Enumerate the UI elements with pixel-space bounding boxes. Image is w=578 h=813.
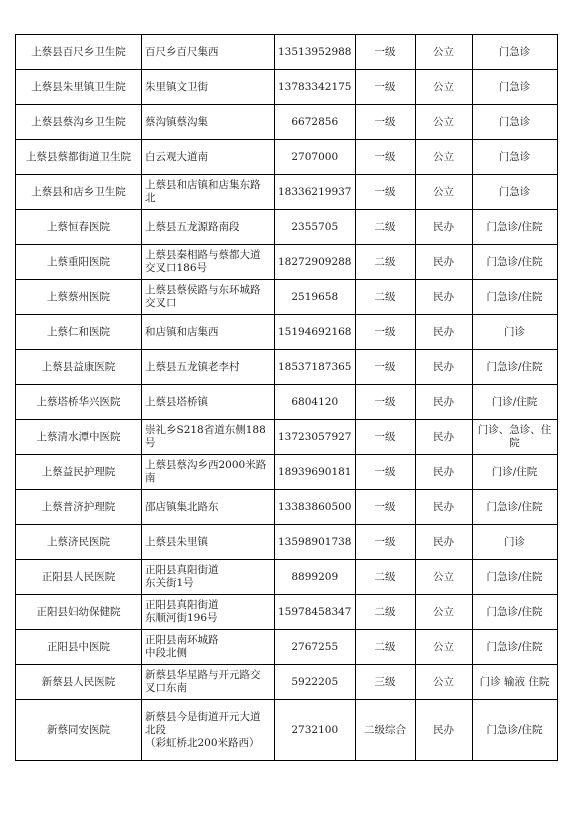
table-row <box>16 350 558 385</box>
hospital-name-cell: 上蔡济民医院 <box>16 525 142 560</box>
phone-cell: 18336219937 <box>275 175 356 210</box>
level-cell: 一级 <box>355 70 415 105</box>
ownership-cell: 公立 <box>415 35 472 70</box>
address-line: 上蔡县朱里镇 <box>145 535 208 548</box>
address-line: 百尺乡百尺集西 <box>145 45 219 58</box>
service-cell: 门急诊 <box>472 105 557 140</box>
address-cell <box>142 35 275 70</box>
phone-cell: 18537187365 <box>275 350 356 385</box>
level-cell: 三级 <box>355 665 415 700</box>
address-line: （彩虹桥北200米路西） <box>145 736 260 749</box>
address-line: 新蔡县今是街道开元大道 <box>145 710 261 723</box>
address-line: 叉口东南 <box>145 682 187 694</box>
table-row <box>16 280 558 315</box>
ownership-cell: 民办 <box>415 315 472 350</box>
address-cell <box>142 630 275 665</box>
address-cell <box>142 210 275 245</box>
level-cell: 一级 <box>355 315 415 350</box>
address-line: 新蔡县华星路与开元路交 <box>145 669 261 681</box>
address-cell <box>142 455 275 490</box>
level-cell: 一级 <box>355 420 415 455</box>
ownership-cell: 公立 <box>415 630 472 665</box>
address-cell <box>142 420 275 455</box>
address-line: 上蔡县和店镇和店集东路 <box>145 179 261 191</box>
service-cell: 门急诊/住院 <box>472 245 557 280</box>
address-line: 白云观大道南 <box>145 150 208 163</box>
address-line: 上蔡县五龙源路南段 <box>145 220 240 233</box>
address-line: 北 <box>145 192 156 204</box>
phone-cell: 18939690181 <box>275 455 356 490</box>
service-cell: 门急诊/住院 <box>472 210 557 245</box>
hospital-name-cell: 正阳县中医院 <box>16 630 142 665</box>
address-line: 上蔡县秦相路与蔡都大道 <box>145 249 261 261</box>
level-cell: 二级 <box>355 560 415 595</box>
ownership-cell: 民办 <box>415 490 472 525</box>
ownership-cell: 民办 <box>415 350 472 385</box>
address-line: 邵店镇集北路东 <box>145 500 219 513</box>
address-line: 交叉口 <box>145 297 177 309</box>
address-cell <box>142 280 275 315</box>
hospital-name-cell: 正阳县妇幼保健院 <box>16 595 142 630</box>
hospital-name-cell: 上蔡县益康医院 <box>16 350 142 385</box>
address-line: 上蔡县五龙镇老李村 <box>145 360 240 373</box>
address-cell <box>142 140 275 175</box>
hospital-name-cell: 上蔡清水潭中医院 <box>16 420 142 455</box>
service-cell: 门诊 <box>472 315 557 350</box>
service-cell: 门急诊/住院 <box>472 350 557 385</box>
address-line: 正阳县真阳街道 <box>145 564 219 576</box>
hospital-name-cell: 上蔡县和店乡卫生院 <box>16 175 142 210</box>
hospital-name-cell: 上蔡益民护理院 <box>16 455 142 490</box>
service-cell: 门急诊/住院 <box>472 280 557 315</box>
ownership-cell: 公立 <box>415 665 472 700</box>
address-line: 蔡沟镇蔡沟集 <box>145 115 208 128</box>
hospital-name-cell: 上蔡重阳医院 <box>16 245 142 280</box>
table-row <box>16 175 558 210</box>
hospital-name-cell: 正阳县人民医院 <box>16 560 142 595</box>
phone-cell: 2767255 <box>275 630 356 665</box>
phone-cell: 13513952988 <box>275 35 356 70</box>
phone-cell: 15978458347 <box>275 595 356 630</box>
hospital-name-cell: 上蔡县蔡都街道卫生院 <box>16 140 142 175</box>
address-line: 交叉口186号 <box>145 262 208 274</box>
table-row <box>16 315 558 350</box>
address-cell <box>142 700 275 761</box>
ownership-cell: 民办 <box>415 455 472 490</box>
ownership-cell: 公立 <box>415 175 472 210</box>
table-row <box>16 665 558 700</box>
level-cell: 二级综合 <box>355 700 415 761</box>
hospital-name-cell: 上蔡蔡州医院 <box>16 280 142 315</box>
level-cell: 一级 <box>355 140 415 175</box>
level-cell: 一级 <box>355 455 415 490</box>
address-cell <box>142 560 275 595</box>
address-line: 北段 <box>145 723 166 736</box>
level-cell: 一级 <box>355 35 415 70</box>
hospital-name-cell: 上蔡仁和医院 <box>16 315 142 350</box>
service-cell: 门诊、急诊、住院 <box>472 420 557 455</box>
ownership-cell: 公立 <box>415 595 472 630</box>
phone-cell: 13723057927 <box>275 420 356 455</box>
service-cell: 门诊 <box>472 525 557 560</box>
phone-cell: 15194692168 <box>275 315 356 350</box>
hospital-name-cell: 上蔡塔桥华兴医院 <box>16 385 142 420</box>
phone-cell: 2732100 <box>275 700 356 761</box>
phone-cell: 6672856 <box>275 105 356 140</box>
phone-cell: 8899209 <box>275 560 356 595</box>
phone-cell: 2519658 <box>275 280 356 315</box>
address-cell <box>142 245 275 280</box>
table-row <box>16 560 558 595</box>
address-line: 东关街1号 <box>145 577 194 589</box>
service-cell: 门急诊/住院 <box>472 595 557 630</box>
hospital-name-cell: 上蔡恒春医院 <box>16 210 142 245</box>
phone-cell: 2707000 <box>275 140 356 175</box>
phone-cell: 13383860500 <box>275 490 356 525</box>
address-line: 正阳县南环城路 <box>145 634 219 646</box>
hospital-name-cell: 上蔡县百尺乡卫生院 <box>16 35 142 70</box>
table-row <box>16 35 558 70</box>
table-row <box>16 105 558 140</box>
level-cell: 二级 <box>355 245 415 280</box>
address-cell <box>142 315 275 350</box>
service-cell: 门急诊/住院 <box>472 630 557 665</box>
service-cell: 门急诊 <box>472 70 557 105</box>
ownership-cell: 民办 <box>415 525 472 560</box>
phone-cell: 13598901738 <box>275 525 356 560</box>
address-cell <box>142 385 275 420</box>
ownership-cell: 公立 <box>415 140 472 175</box>
ownership-cell: 民办 <box>415 420 472 455</box>
level-cell: 二级 <box>355 630 415 665</box>
ownership-cell: 民办 <box>415 700 472 761</box>
level-cell: 一级 <box>355 385 415 420</box>
service-cell: 门诊/住院 <box>472 385 557 420</box>
address-cell <box>142 350 275 385</box>
phone-cell: 2355705 <box>275 210 356 245</box>
table-row <box>16 70 558 105</box>
hospital-name-cell: 新蔡县人民医院 <box>16 665 142 700</box>
service-cell: 门急诊/住院 <box>472 700 557 761</box>
level-cell: 二级 <box>355 280 415 315</box>
address-line: 上蔡县蔡沟乡西2000米路 <box>145 459 267 471</box>
table-row <box>16 455 558 490</box>
table-row <box>16 245 558 280</box>
ownership-cell: 公立 <box>415 70 472 105</box>
ownership-cell: 民办 <box>415 210 472 245</box>
level-cell: 一级 <box>355 175 415 210</box>
ownership-cell: 民办 <box>415 245 472 280</box>
service-cell: 门急诊/住院 <box>472 560 557 595</box>
table-row <box>16 700 558 761</box>
phone-cell: 6804120 <box>275 385 356 420</box>
service-cell: 门诊 输液 住院 <box>472 665 557 700</box>
address-line: 东顺河街196号 <box>145 612 218 624</box>
level-cell: 一级 <box>355 525 415 560</box>
address-cell <box>142 175 275 210</box>
address-cell <box>142 665 275 700</box>
level-cell: 一级 <box>355 490 415 525</box>
service-cell: 门诊/住院 <box>472 455 557 490</box>
phone-cell: 18272909288 <box>275 245 356 280</box>
address-cell <box>142 70 275 105</box>
address-line: 上蔡县蔡侯路与东环城路 <box>145 284 261 296</box>
level-cell: 一级 <box>355 105 415 140</box>
table-row <box>16 595 558 630</box>
phone-cell: 13783342175 <box>275 70 356 105</box>
table-row <box>16 490 558 525</box>
level-cell: 一级 <box>355 350 415 385</box>
table-row <box>16 140 558 175</box>
address-cell <box>142 525 275 560</box>
hospital-table <box>15 34 558 761</box>
address-cell <box>142 105 275 140</box>
table-row <box>16 385 558 420</box>
phone-cell: 5922205 <box>275 665 356 700</box>
table-row <box>16 525 558 560</box>
ownership-cell: 公立 <box>415 105 472 140</box>
address-line: 南 <box>145 472 156 484</box>
address-line: 崇礼乡S218省道东侧188号 <box>145 424 266 449</box>
address-cell <box>142 595 275 630</box>
level-cell: 二级 <box>355 595 415 630</box>
hospital-name-cell: 上蔡县朱里镇卫生院 <box>16 70 142 105</box>
address-cell <box>142 490 275 525</box>
address-line: 朱里镇文卫街 <box>145 80 208 93</box>
address-line: 中段北侧 <box>145 647 187 659</box>
service-cell: 门急诊/住院 <box>472 490 557 525</box>
hospital-name-cell: 上蔡县蔡沟乡卫生院 <box>16 105 142 140</box>
address-line: 和店镇和店集西 <box>145 325 219 338</box>
hospital-name-cell: 上蔡普济护理院 <box>16 490 142 525</box>
address-line: 上蔡县塔桥镇 <box>145 395 208 408</box>
service-cell: 门急诊 <box>472 140 557 175</box>
ownership-cell: 公立 <box>415 560 472 595</box>
table-row <box>16 210 558 245</box>
service-cell: 门急诊 <box>472 175 557 210</box>
service-cell: 门急诊 <box>472 35 557 70</box>
table-row <box>16 420 558 455</box>
table-row <box>16 630 558 665</box>
address-line: 正阳县真阳街道 <box>145 599 219 611</box>
ownership-cell: 民办 <box>415 385 472 420</box>
ownership-cell: 民办 <box>415 280 472 315</box>
level-cell: 二级 <box>355 210 415 245</box>
hospital-name-cell: 新蔡同安医院 <box>16 700 142 761</box>
